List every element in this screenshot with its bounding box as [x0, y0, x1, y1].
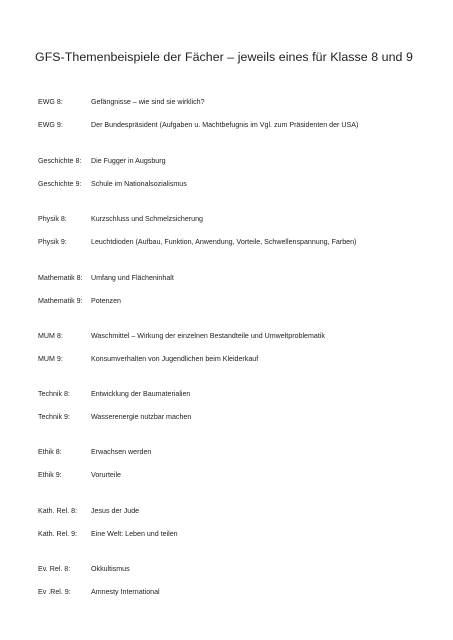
- topic-text: Kurzschluss und Schmelzsicherung: [91, 215, 203, 223]
- subject-label: Kath. Rel. 9:: [38, 530, 78, 538]
- topic-text: Leuchtdioden (Aufbau, Funktion, Anwendung, Vorteile, Schwellenspannung, Farben): [91, 238, 357, 246]
- topic-text: Schule im Nationalsozialismus: [91, 180, 187, 188]
- topic-text: Gefängnisse – wie sind sie wirklich?: [91, 98, 205, 106]
- document-title: GFS-Themenbeispiele der Fächer – jeweils eines für Klasse 8 und 9: [35, 50, 413, 64]
- subject-label: Kath. Rel. 8:: [38, 507, 78, 515]
- subject-label: Technik 9:: [38, 413, 70, 421]
- topic-text: Potenzen: [91, 297, 121, 305]
- topic-text: Erwachsen werden: [91, 448, 152, 456]
- subject-label: Ev. Rel. 8:: [38, 565, 71, 573]
- subject-label: MUM 8:: [38, 332, 63, 340]
- topic-text: Entwicklung der Baumaterialien: [91, 390, 191, 398]
- subject-label: Technik 8:: [38, 390, 70, 398]
- subject-label: Physik 8:: [38, 215, 67, 223]
- topic-text: Amnesty International: [91, 588, 160, 596]
- topic-text: Vorurteile: [91, 471, 121, 479]
- subject-label: Ethik 9:: [38, 471, 62, 479]
- subject-label: Ev .Rel. 9:: [38, 588, 71, 596]
- topic-text: Wasserenergie nutzbar machen: [91, 413, 192, 421]
- topic-text: Waschmittel – Wirkung der einzelnen Bestandteile und Umweltproblematik: [91, 332, 325, 340]
- topic-text: Jesus der Jude: [91, 507, 140, 515]
- subject-label: MUM 9:: [38, 355, 63, 363]
- topic-text: Die Fugger in Augsburg: [91, 157, 166, 165]
- subject-label: Geschichte 8:: [38, 157, 82, 165]
- subject-label: Physik 9:: [38, 238, 67, 246]
- subject-label: Mathematik 9:: [38, 297, 83, 305]
- topic-text: Okkultismus: [91, 565, 130, 573]
- topic-text: Eine Welt: Leben und teilen: [91, 530, 178, 538]
- subject-label: Ethik 8:: [38, 448, 62, 456]
- topic-text: Der Bundespräsident (Aufgaben u. Machtbefugnis im Vgl. zum Präsidenten der USA): [91, 121, 359, 129]
- subject-label: EWG 8:: [38, 98, 63, 106]
- topic-text: Umfang und Flächeninhalt: [91, 274, 174, 282]
- subject-label: Mathematik 8:: [38, 274, 83, 282]
- topic-text: Konsumverhalten von Jugendlichen beim Kleiderkauf: [91, 355, 259, 363]
- subject-label: Geschichte 9:: [38, 180, 82, 188]
- subject-label: EWG 9:: [38, 121, 63, 129]
